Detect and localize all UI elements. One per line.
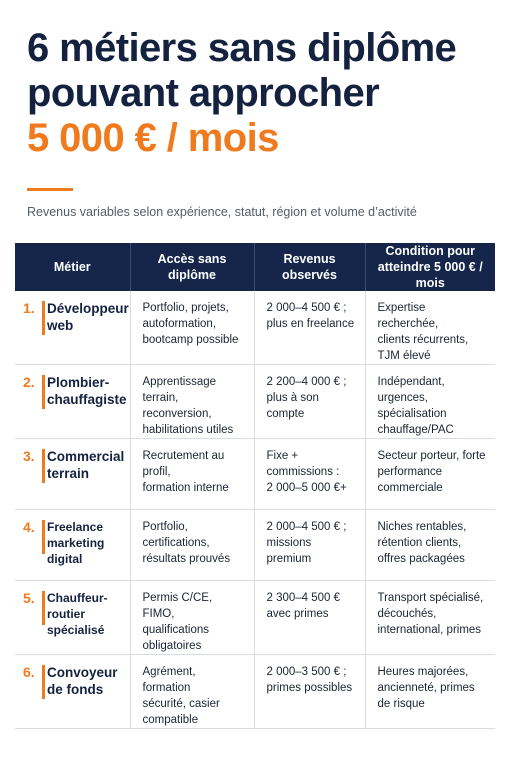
table-header-row: [15, 243, 495, 291]
header-condition-line-1: Condition pour: [385, 244, 476, 258]
row-number: 5.: [23, 590, 35, 606]
table-row: [15, 291, 495, 365]
jobs-table: [15, 243, 495, 729]
cell-revenus-line: 2 000–4 500 € ;: [266, 521, 347, 533]
accent-bar: [42, 520, 45, 554]
cell-metier: [15, 581, 130, 655]
job-name-line: Plombier-: [47, 375, 110, 390]
header-condition: [365, 243, 495, 291]
cell-condition: [365, 365, 495, 439]
cell-acces-line: résultats prouvés: [142, 553, 231, 565]
cell-acces-line: reconversion,: [142, 408, 212, 420]
header-metier: Métier: [15, 243, 130, 291]
cell-condition-line: Expertise recherchée,: [377, 302, 439, 330]
cell-condition-line: offres packagées: [377, 553, 465, 565]
cell-metier: [15, 291, 130, 365]
job-name-line: web: [47, 318, 74, 333]
job-name-line: marketing digital: [47, 536, 105, 566]
job-name-line: chauffagiste: [47, 392, 127, 407]
cell-revenus-line: 2 000–3 500 € ;: [266, 666, 347, 678]
cell-metier: [15, 510, 130, 581]
cell-condition: [365, 291, 495, 365]
cell-acces-line: obligatoires: [142, 640, 202, 652]
cell-condition-line: commerciale: [377, 482, 443, 494]
cell-revenus-line: primes possibles: [266, 682, 353, 694]
cell-revenus-line: avec primes: [266, 608, 329, 620]
cell-condition: [365, 581, 495, 655]
cell-revenus-line: plus à son compte: [266, 392, 319, 420]
title-line-2: pouvant approcher: [27, 71, 380, 115]
row-number: 6.: [23, 664, 35, 680]
cell-revenus: [254, 581, 365, 655]
cell-revenus-line: plus en freelance: [266, 318, 355, 330]
cell-acces-line: compatible: [142, 714, 199, 726]
cell-acces: [130, 655, 254, 729]
cell-revenus: [254, 510, 365, 581]
job-name: [47, 448, 125, 482]
accent-bar: [42, 449, 45, 483]
cell-condition-line: Heures majorées,: [377, 666, 469, 678]
row-number: 1.: [23, 300, 35, 316]
cell-metier: [15, 655, 130, 729]
cell-condition-line: ancienneté, primes: [377, 682, 475, 694]
title-line-3-highlight: 5 000 € / mois: [27, 116, 279, 160]
cell-revenus: [254, 365, 365, 439]
cell-revenus: [254, 655, 365, 729]
header-revenus: Revenus observés: [254, 243, 365, 291]
accent-bar: [42, 375, 45, 409]
title-line-1: 6 métiers sans diplôme: [27, 26, 457, 70]
row-number: 2.: [23, 374, 35, 390]
cell-acces: [130, 510, 254, 581]
job-name-line: Développeur: [47, 301, 129, 316]
table-row: [15, 365, 495, 439]
cell-condition-line: Transport spécialisé,: [377, 592, 484, 604]
cell-condition-line: international, primes: [377, 624, 482, 636]
job-name-line: terrain: [47, 466, 90, 481]
cell-condition-line: TJM élevé: [377, 350, 431, 362]
cell-condition-line: Niches rentables,: [377, 521, 467, 533]
cell-revenus-line: missions premium: [266, 537, 312, 565]
cell-condition: [365, 510, 495, 581]
cell-acces: [130, 439, 254, 510]
cell-acces-line: qualifications: [142, 624, 209, 636]
cell-acces-line: Agrément, formation: [142, 666, 196, 694]
table-row: [15, 581, 495, 655]
cell-acces-line: bootcamp possible: [142, 334, 239, 346]
cell-condition-line: Secteur porteur, forte: [377, 450, 486, 462]
cell-acces-line: Portfolio, projets,: [142, 302, 229, 314]
accent-divider: [27, 188, 73, 191]
table-row: [15, 439, 495, 510]
cell-acces: [130, 291, 254, 365]
cell-revenus-line: 2 200–4 000 € ;: [266, 376, 347, 388]
accent-bar: [42, 591, 45, 625]
cell-condition-line: rétention clients,: [377, 537, 462, 549]
cell-revenus-line: Fixe + commissions :: [266, 450, 340, 478]
cell-condition-line: clients récurrents,: [377, 334, 469, 346]
cell-acces-line: autoformation,: [142, 318, 217, 330]
job-name-line: Convoyeur: [47, 665, 118, 680]
cell-acces-line: Apprentissage terrain,: [142, 376, 217, 404]
cell-condition-line: chauffage/PAC: [377, 424, 454, 436]
cell-revenus: [254, 439, 365, 510]
cell-acces: [130, 581, 254, 655]
job-name-line: spécialisé: [47, 623, 105, 637]
job-name: [47, 300, 129, 334]
row-number: 4.: [23, 519, 35, 535]
cell-condition: [365, 655, 495, 729]
job-name: [47, 519, 122, 567]
cell-condition-line: performance: [377, 466, 443, 478]
job-name-line: Commercial: [47, 449, 125, 464]
table-row: [15, 655, 495, 729]
job-name-line: Freelance: [47, 520, 104, 534]
cell-condition: [365, 439, 495, 510]
cell-condition-line: découchés,: [377, 608, 437, 620]
row-number: 3.: [23, 448, 35, 464]
cell-acces-line: Permis C/CE, FIMO,: [142, 592, 213, 620]
cell-revenus-line: 2 000–5 000 €+: [266, 482, 347, 494]
cell-metier: [15, 365, 130, 439]
job-name: [47, 664, 122, 698]
header-condition-line-2: atteindre 5 000 € / mois: [377, 260, 483, 290]
accent-bar: [42, 301, 45, 335]
cell-acces: [130, 365, 254, 439]
cell-metier: [15, 439, 130, 510]
cell-acces-line: Recrutement au profil,: [142, 450, 225, 478]
page-title: [27, 26, 456, 161]
cell-condition-line: de risque: [377, 698, 425, 710]
job-name: [47, 374, 127, 408]
accent-bar: [42, 665, 45, 699]
cell-acces-line: habilitations utiles: [142, 424, 234, 436]
job-name: [47, 590, 122, 638]
cell-condition-line: Indépendant,: [377, 376, 445, 388]
cell-acces-line: Portfolio, certifications,: [142, 521, 210, 549]
job-name-line: de fonds: [47, 682, 104, 697]
cell-acces-line: formation interne: [142, 482, 229, 494]
cell-revenus-line: 2 000–4 500 € ;: [266, 302, 347, 314]
header-acces: Accès sans diplôme: [130, 243, 254, 291]
cell-acces-line: sécurité, casier: [142, 698, 220, 710]
cell-condition-line: urgences, spécialisation: [377, 392, 447, 420]
job-name-line: Chauffeur-routier: [47, 591, 108, 621]
cell-revenus: [254, 291, 365, 365]
table-row: [15, 510, 495, 581]
cell-revenus-line: 2 300–4 500 €: [266, 592, 341, 604]
subtitle: Revenus variables selon expérience, statut, région et volume d’activité: [27, 205, 417, 219]
